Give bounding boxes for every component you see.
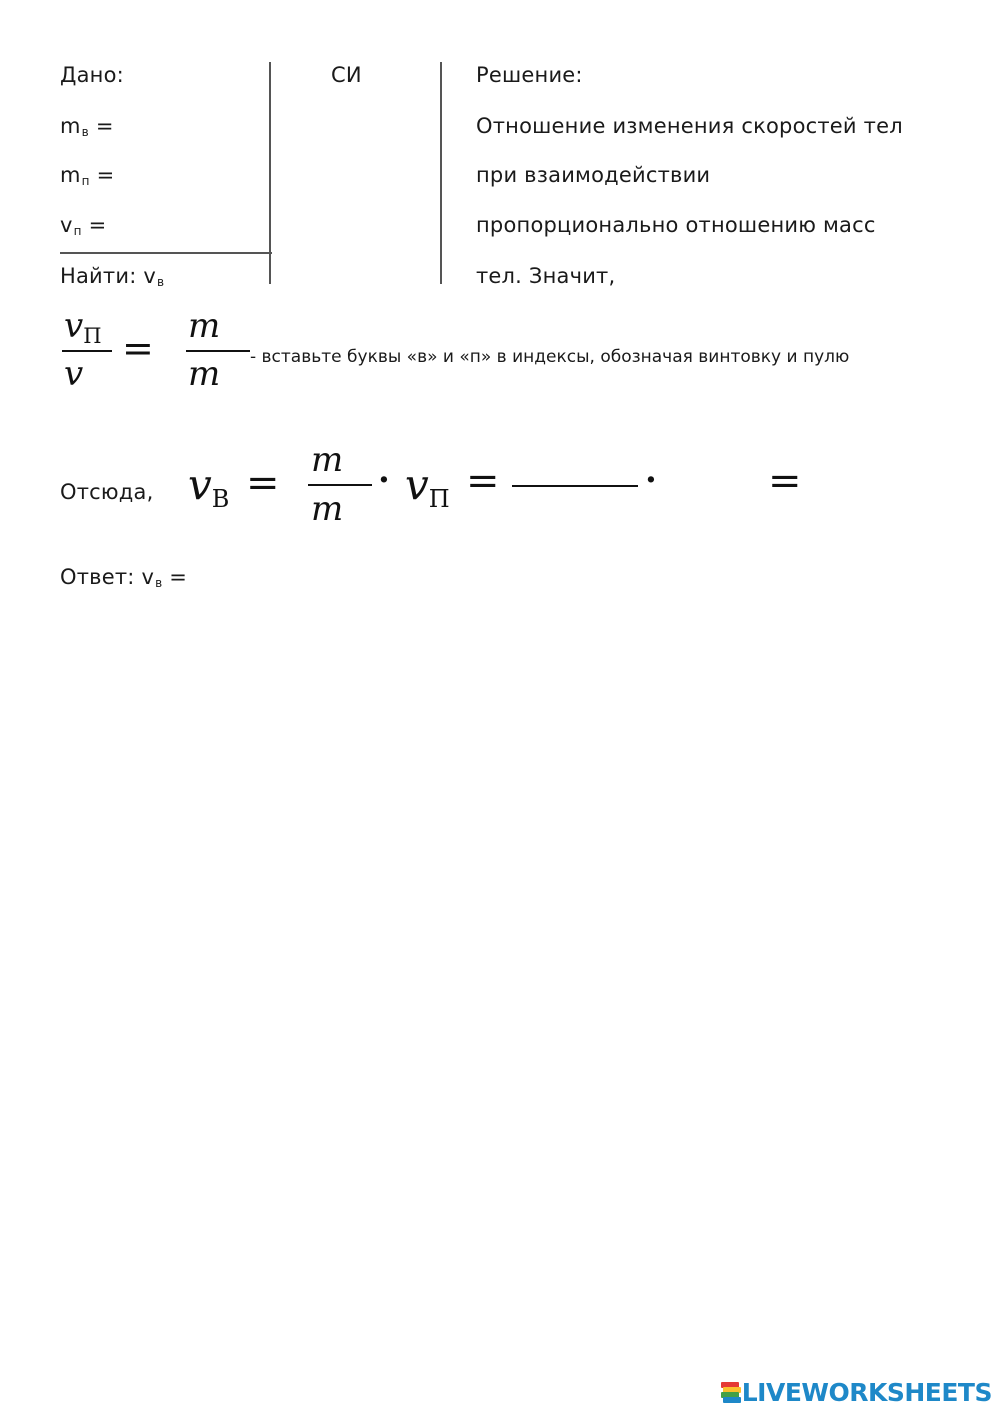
find-line — [60, 264, 164, 289]
formula1-den-var: v — [64, 354, 84, 394]
logo-mark-icon — [721, 1382, 739, 1404]
formula1-hint: - вставьте буквы «в» и «п» в индексы, обозначая винтовку и пулю — [250, 347, 850, 367]
formula2-answer-blank[interactable] — [512, 485, 638, 487]
formula2-lhs — [188, 460, 229, 513]
formula1-num-var: v — [64, 306, 84, 346]
solution-line-2: при взаимодействии — [476, 163, 711, 187]
formula1-equals: = — [122, 326, 154, 370]
given-mass-rifle-sub: в — [81, 125, 89, 139]
formula1-right-fraction-bar — [186, 350, 250, 352]
formula2-dot: · — [378, 460, 390, 500]
formula1-rhs-den: m — [188, 354, 221, 394]
given-velocity-bullet-eq: = — [81, 213, 107, 237]
logo-text: LIVEWORKSHEETS — [741, 1378, 992, 1407]
formula1-numerator — [64, 306, 102, 348]
given-velocity-bullet-label: v — [60, 213, 73, 237]
given-mass-bullet — [60, 163, 114, 188]
given-mass-rifle-eq: = — [88, 114, 114, 138]
given-header: Дано: — [60, 63, 124, 87]
given-mass-bullet-eq: = — [89, 163, 115, 187]
formula1-num-sub: П — [83, 324, 102, 348]
column-divider-right — [440, 62, 442, 284]
formula2-dot-2: · — [645, 460, 657, 500]
given-divider — [60, 252, 272, 254]
answer-sub: в — [155, 576, 163, 590]
given-mass-bullet-label: m — [60, 163, 81, 187]
formula2-lhs-var: v — [188, 460, 212, 509]
si-header: СИ — [331, 63, 362, 87]
answer-label: Ответ: v — [60, 565, 155, 589]
column-divider-left — [269, 62, 271, 284]
solution-line-4: тел. Значит, — [476, 264, 616, 288]
formula2-lhs-sub: В — [211, 485, 230, 513]
liveworksheets-logo — [721, 1378, 992, 1407]
formula2-v-sub: П — [428, 485, 450, 513]
solution-header: Решение: — [476, 63, 583, 87]
find-label: Найти: v — [60, 264, 156, 288]
formula2-equals-3: = — [768, 458, 802, 504]
given-mass-rifle — [60, 114, 114, 139]
formula2-frac-den: m — [311, 489, 344, 529]
formula1-rhs-num: m — [188, 306, 221, 346]
formula2-v-var: v — [405, 460, 429, 509]
formula2-frac-num: m — [311, 440, 344, 480]
given-velocity-bullet — [60, 213, 106, 238]
formula2-lead: Отсюда, — [60, 480, 154, 504]
formula2-v — [405, 460, 450, 513]
answer-line — [60, 565, 187, 590]
formula2-equals-2: = — [466, 458, 500, 504]
formula2-fraction-bar — [308, 484, 372, 486]
given-mass-rifle-label: m — [60, 114, 81, 138]
solution-line-3: пропорционально отношению масс — [476, 213, 876, 237]
given-velocity-bullet-sub: п — [73, 224, 82, 238]
answer-eq: = — [162, 565, 188, 589]
formula1-left-fraction-bar — [62, 350, 112, 352]
solution-line-1: Отношение изменения скоростей тел — [476, 114, 903, 138]
find-sub: в — [156, 275, 165, 289]
formula2-equals: = — [246, 460, 280, 506]
given-mass-bullet-sub: п — [81, 174, 90, 188]
